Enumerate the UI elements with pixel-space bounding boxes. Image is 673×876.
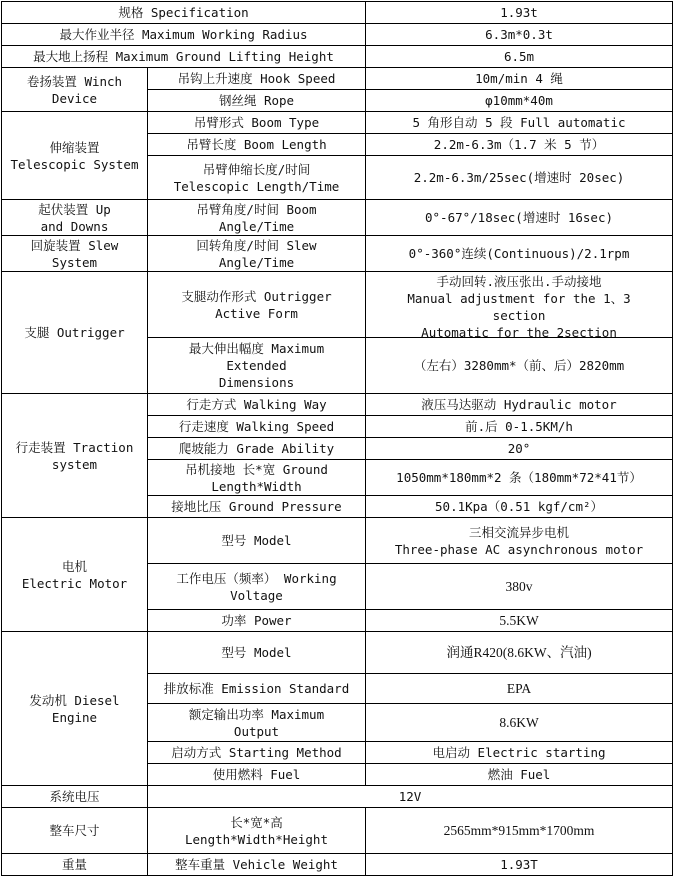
- updown-row: [2, 200, 673, 236]
- traction-group-line-1: 行走装置 Traction: [15, 439, 134, 455]
- engine-group-line-1: 发动机 Diesel: [29, 692, 120, 708]
- system-voltage-value: 12V: [148, 786, 673, 808]
- engine-output-label: [148, 704, 366, 742]
- updown-group-line-2: and Downs: [40, 218, 109, 234]
- traction-group-line-2: system: [51, 456, 98, 472]
- engine-model-label: 型号 Model: [148, 632, 366, 674]
- rope-label: 钢丝绳 Rope: [148, 90, 366, 112]
- motor-model-row: [2, 518, 673, 564]
- weight-row: [2, 854, 673, 876]
- fuel-value: 燃油 Fuel: [366, 764, 673, 786]
- starting-label: 启动方式 Starting Method: [148, 742, 366, 764]
- dimensions-row: [2, 808, 673, 854]
- updown-value: 0°-67°/18sec(增速时 16sec): [366, 200, 673, 236]
- walking-speed-label: 行走速度 Walking Speed: [148, 416, 366, 438]
- motor-power-value: 5.5KW: [366, 610, 673, 632]
- telescopic-group-label: [2, 112, 148, 200]
- motor-model-value-line-2: Three-phase AC asynchronous motor: [394, 541, 644, 557]
- motor-model-value: [366, 518, 673, 564]
- slew-group-line-2: System: [51, 254, 98, 270]
- slew-label-line-2: Angle/Time: [218, 254, 295, 270]
- slew-label-line-1: 回转角度/时间 Slew: [196, 237, 317, 253]
- pressure-value: 50.1Kpa（0.51 kgf/cm²）: [366, 496, 673, 518]
- motor-voltage-label-line-2: Voltage: [230, 587, 283, 603]
- radius-label: 最大作业半径 Maximum Working Radius: [2, 24, 366, 46]
- emission-value: EPA: [366, 674, 673, 704]
- boom-length-value: 2.2m-6.3m（1.7 米 5 节）: [366, 134, 673, 156]
- pressure-label: 接地比压 Ground Pressure: [148, 496, 366, 518]
- outrigger-form-value-line-2: Manual adjustment for the 1、3: [407, 291, 631, 306]
- outrigger-form-row: [2, 272, 673, 338]
- spec-value: 1.93t: [366, 2, 673, 24]
- dimensions-label-line-1: 长*宽*高: [230, 814, 283, 830]
- outrigger-extended-value: （左右）3280mm*（前、后）2820mm: [366, 338, 673, 394]
- walking-way-value: 液压马达驱动 Hydraulic motor: [366, 394, 673, 416]
- tele-length-label: [148, 156, 366, 200]
- dimensions-value: 2565mm*915mm*1700mm: [366, 808, 673, 854]
- motor-model-value-line-1: 三相交流异步电机: [469, 524, 570, 540]
- telescopic-group-line-2: Telescopic System: [10, 156, 139, 172]
- tele-length-value: 2.2m-6.3m/25sec(增速时 20sec): [366, 156, 673, 200]
- motor-voltage-value: 380v: [366, 564, 673, 610]
- updown-group-line-1: 起伏装置 Up: [38, 201, 111, 217]
- motor-model-label: 型号 Model: [148, 518, 366, 564]
- engine-output-label-line-2: Output: [233, 723, 280, 739]
- rope-value: φ10mm*40m: [366, 90, 673, 112]
- hook-speed-label: 吊钩上升速度 Hook Speed: [148, 68, 366, 90]
- grade-label: 爬坡能力 Grade Ability: [148, 438, 366, 460]
- outrigger-form-label-line-2: Active Form: [215, 305, 298, 321]
- outrigger-form-label-line-1: 支腿动作形式 Outrigger: [181, 288, 332, 304]
- motor-power-label: 功率 Power: [148, 610, 366, 632]
- weight-label: 整车重量 Vehicle Weight: [148, 854, 366, 876]
- boom-type-row: [2, 112, 673, 134]
- winch-group-label: [2, 68, 148, 112]
- starting-value: 电启动 Electric starting: [366, 742, 673, 764]
- outrigger-extended-label-line-3: Dimensions: [218, 375, 295, 390]
- motor-voltage-label-line-1: 工作电压（频率） Working: [176, 570, 337, 586]
- outrigger-form-value: [366, 272, 673, 338]
- ground-label: [148, 460, 366, 496]
- updown-label: [148, 200, 366, 236]
- motor-group-label: [2, 518, 148, 632]
- boom-type-label: 吊臂形式 Boom Type: [148, 112, 366, 134]
- spec-label: 规格 Specification: [2, 2, 366, 24]
- winch-group-line-1: 卷扬装置 Winch: [26, 73, 123, 89]
- outrigger-extended-label: [148, 338, 366, 394]
- grade-value: 20°: [366, 438, 673, 460]
- engine-model-value: 润通R420(8.6KW、汽油): [366, 632, 673, 674]
- boom-type-value: 5 角形自动 5 段 Full automatic: [366, 112, 673, 134]
- motor-group-line-2: Electric Motor: [21, 575, 128, 591]
- outrigger-extended-label-line-1: 最大伸出幅度 Maximum: [188, 341, 325, 356]
- lift-height-label: 最大地上扬程 Maximum Ground Lifting Height: [2, 46, 366, 68]
- outrigger-form-value-line-4: Automatic for the 2section: [421, 325, 617, 337]
- dimensions-group-label: 整车尺寸: [2, 808, 148, 854]
- outrigger-extended-label-line-2: Extended: [226, 358, 287, 373]
- outrigger-form-value-line-3: section: [492, 308, 546, 323]
- fuel-label: 使用燃料 Fuel: [148, 764, 366, 786]
- engine-output-label-line-1: 额定输出功率 Maximum: [188, 706, 325, 722]
- boom-length-label: 吊臂长度 Boom Length: [148, 134, 366, 156]
- emission-label: 排放标准 Emission Standard: [148, 674, 366, 704]
- hook-speed-value: 10m/min 4 绳: [366, 68, 673, 90]
- outrigger-group-label: 支腿 Outrigger: [2, 272, 148, 394]
- updown-group-label: [2, 200, 148, 236]
- radius-row: [2, 24, 673, 46]
- dimensions-label: [148, 808, 366, 854]
- system-voltage-label: 系统电压: [2, 786, 148, 808]
- tele-length-label-line-2: Telescopic Length/Time: [173, 178, 340, 194]
- weight-value: 1.93T: [366, 854, 673, 876]
- outrigger-form-label: [148, 272, 366, 338]
- motor-group-line-1: 电机: [61, 558, 87, 574]
- winch-group-line-2: Device: [51, 90, 98, 106]
- specification-table: [1, 1, 673, 876]
- lift-height-row: [2, 46, 673, 68]
- slew-group-line-1: 回旋装置 Slew: [30, 237, 119, 253]
- engine-model-row: [2, 632, 673, 674]
- ground-label-line-2: Length*Width: [211, 478, 302, 494]
- walking-way-label: 行走方式 Walking Way: [148, 394, 366, 416]
- slew-value: 0°-360°连续(Continuous)/2.1rpm: [366, 236, 673, 272]
- dimensions-label-line-2: Length*Width*Height: [185, 831, 328, 847]
- outrigger-form-value-line-1: 手动回转.液压张出.手动接地: [436, 274, 602, 289]
- spec-row: [2, 2, 673, 24]
- traction-group-label: [2, 394, 148, 518]
- tele-length-label-line-1: 吊臂伸缩长度/时间: [202, 161, 311, 177]
- winch-hook-row: [2, 68, 673, 90]
- slew-label: [148, 236, 366, 272]
- updown-label-line-1: 吊臂角度/时间 Boom: [196, 201, 317, 217]
- slew-row: [2, 236, 673, 272]
- slew-group-label: [2, 236, 148, 272]
- walking-speed-value: 前.后 0-1.5KM/h: [366, 416, 673, 438]
- walking-way-row: [2, 394, 673, 416]
- system-voltage-row: [2, 786, 673, 808]
- engine-group-label: [2, 632, 148, 786]
- lift-height-value: 6.5m: [366, 46, 673, 68]
- radius-value: 6.3m*0.3t: [366, 24, 673, 46]
- weight-group-label: 重量: [2, 854, 148, 876]
- updown-label-line-2: Angle/Time: [218, 218, 295, 234]
- motor-voltage-label: [148, 564, 366, 610]
- engine-group-line-2: Engine: [51, 709, 98, 725]
- engine-output-value: 8.6KW: [366, 704, 673, 742]
- telescopic-group-line-1: 伸缩装置: [49, 139, 100, 155]
- ground-label-line-1: 吊机接地 长*宽 Ground: [185, 461, 328, 477]
- ground-value: 1050mm*180mm*2 条（180mm*72*41节）: [366, 460, 673, 496]
